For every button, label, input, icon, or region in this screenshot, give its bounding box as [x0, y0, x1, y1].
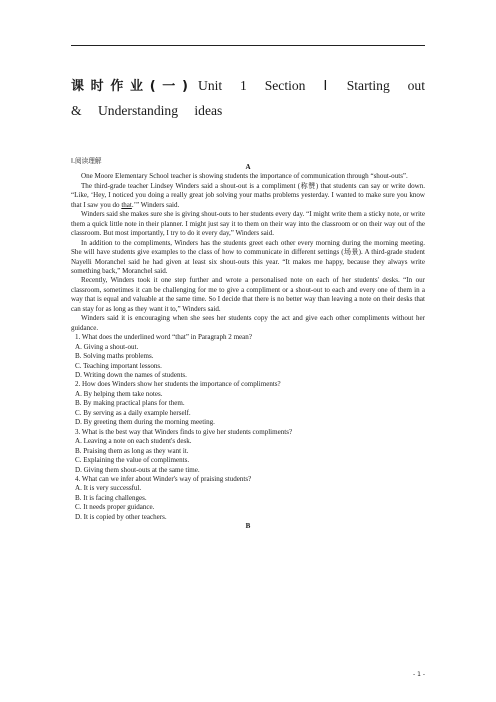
header-rule [71, 45, 425, 46]
question-1-option-b: B. Solving maths problems. [75, 352, 154, 361]
question-1-option-a: A. Giving a shout-out. [75, 342, 139, 351]
underlined-word: that [121, 200, 132, 209]
question-3-option-d: D. Giving them shout-outs at the same time. [75, 465, 200, 474]
question-3-option-b: B. Praising them as long as they want it. [75, 446, 189, 455]
question-1-option-c: C. Teaching important lessons. [75, 361, 162, 370]
paragraph-2 [71, 182, 425, 210]
title-chinese: 课时作业(一) [71, 79, 194, 94]
question-4-option-b: B. It is facing challenges. [75, 493, 147, 502]
question-2-option-c: C. By serving as a daily example herself. [75, 408, 191, 417]
question-1-option-d: D. Writing down the names of students. [75, 370, 187, 379]
question-4-option-d: D. It is copied by other teachers. [75, 512, 167, 521]
document-body [71, 163, 425, 532]
question-4-option-a: A. It is very successful. [75, 484, 142, 493]
passage-a-label: A [245, 163, 251, 171]
paragraph-6: Winders said it is encouraging when she sees her students copy the act and give each other compliments without her guidance. [71, 314, 425, 332]
question-3-option-a: A. Leaving a note on each student's desk. [75, 437, 192, 446]
paragraph-3: Winders said she makes sure she is giving shout-outs to her students every day. “I might write them a sticky note, or write them a quick little note in their planner. I might just say it to them on their way into the classroom or on their way out of the classroom. But most importantly, I try to do it every day,” Winders said. [71, 210, 425, 238]
passage-b-label: B [245, 522, 251, 531]
section-label: Ⅰ.阅读理解 [71, 157, 102, 165]
paragraph-2-end: .’” Winders said. [131, 200, 180, 209]
question-3: 3. What is the best way that Winders finds to give her students compliments? [75, 427, 293, 436]
title-english: Unit 1 Section Ⅰ Starting out & Understanding ideas [71, 78, 425, 118]
question-4: 4. What can we infer about Winder's way of praising students? [75, 474, 252, 483]
question-2-option-a: A. By helping them take notes. [75, 389, 163, 398]
paragraph-4: In addition to the compliments, Winders has the students greet each other every morning during the morning meeting. She will have students give examples to the class of how to communicate in different settings (场景). A third-grade student Nayelli Moranchel said he had given at least six shout-outs this year. “It makes me happy, because they always write something back,” Moranchel said. [71, 238, 425, 275]
question-2-option-b: B. By making practical plans for them. [75, 399, 185, 408]
paragraph-1: One Moore Elementary School teacher is showing students the importance of communication through “shout-outs”. [81, 172, 408, 181]
document-title [71, 74, 425, 123]
question-3-option-c: C. Explaining the value of compliments. [75, 456, 190, 465]
paragraph-5: Recently, Winders took it one step further and wrote a personalised note on each of her students' desks. “In our classroom, sometimes it can be challenging for me to give a compliment or a shout-out to each and every one of them in a way that is equal and valuable at the same time. So I decide that there is no better way than leaving a note on their desks that can stay for as long as they want it to,” Winders said. [71, 276, 425, 313]
question-1: 1. What does the underlined word “that” in Paragraph 2 mean? [75, 333, 252, 342]
question-4-option-c: C. It needs proper guidance. [75, 503, 155, 512]
paragraph-2-text: The third-grade teacher Lindsey Winders said a shout-out is a compliment (称赞) that students can say or write down. “Like, ‘Hey, I noticed you doing a really great job solving your maths problems yesterday. I wanted to make sure you know that I saw you do [71, 181, 425, 209]
question-2: 2. How does Winders show her students the importance of compliments? [75, 380, 281, 389]
page-number: - 1 - [413, 671, 425, 678]
question-2-option-d: D. By greeting them during the morning meeting. [75, 418, 215, 427]
